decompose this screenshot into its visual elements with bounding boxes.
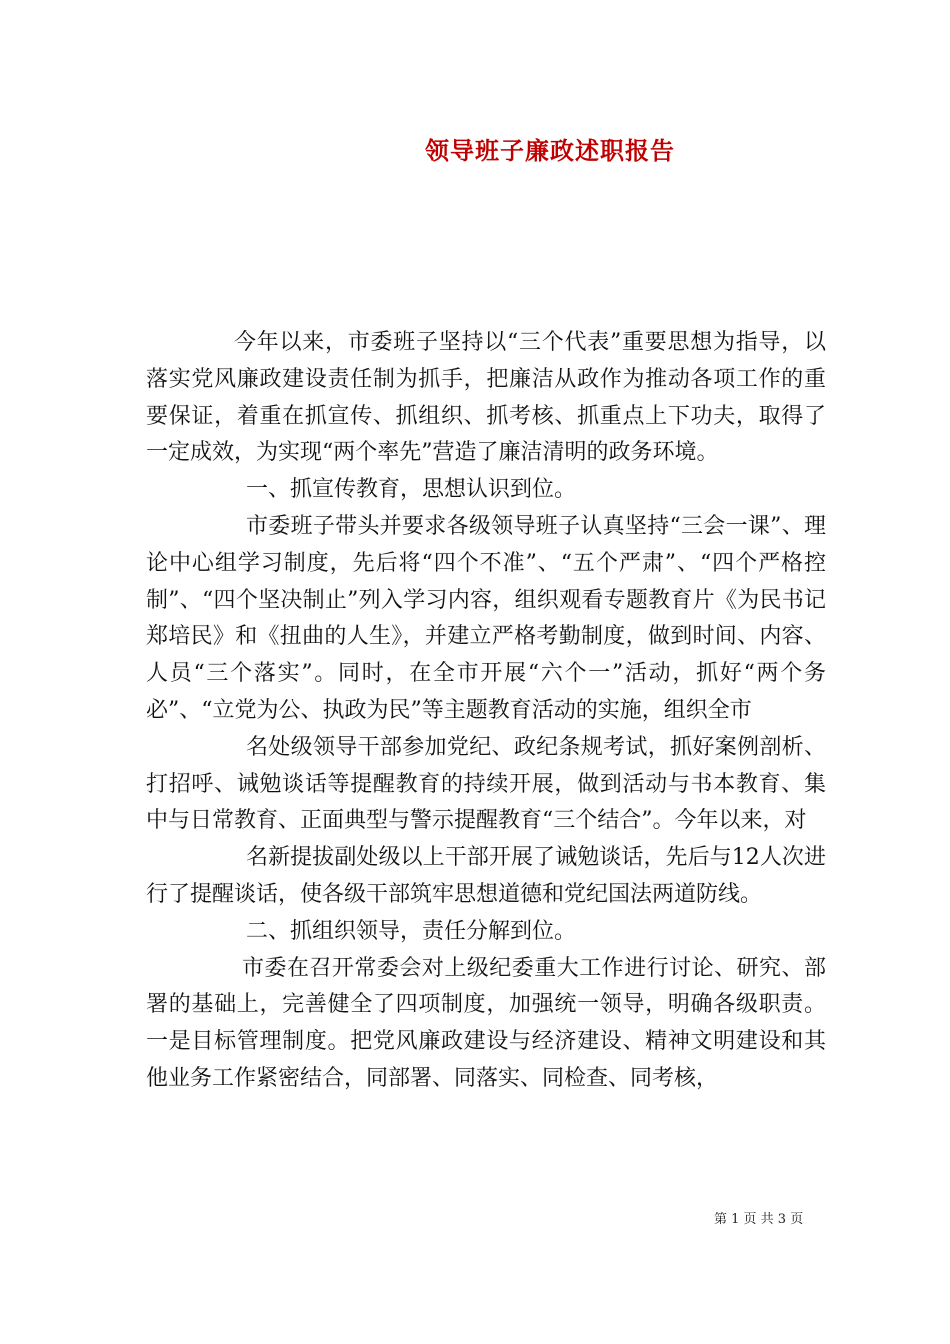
page-number-footer: 第 1 页 共 3 页 bbox=[714, 1212, 804, 1227]
document-body bbox=[146, 325, 826, 1098]
paragraph-section-2-a: 市委在召开常委会对上级纪委重大工作进行讨论、研究、部署的基础上，完善健全了四项制度，加强统一领导，明确各级职责。一是目标管理制度。把党风廉政建设与经济建设、精神文明建设和其他业务工作紧密结合，同部署、同落实、同检查、同考核， bbox=[146, 955, 826, 1091]
section-heading-1: 一、抓宣传教育，思想认识到位。 bbox=[246, 477, 577, 503]
paragraph-section-1-b: 名处级领导干部参加党纪、政纪条规考试，抓好案例剖析、打招呼、诫勉谈话等提醒教育的持续开展，做到活动与书本教育、集中与日常教育、正面典型与警示提醒教育“三个结合”。今年以来，对 bbox=[146, 734, 826, 834]
paragraph-section-1-c: 名新提拔副处级以上干部开展了诫勉谈话，先后与12人次进行了提醒谈话，使各级干部筑牢思想道德和党纪国法两道防线。 bbox=[146, 845, 826, 907]
section-heading-2: 二、抓组织领导，责任分解到位。 bbox=[246, 918, 577, 944]
paragraph-intro: 今年以来，市委班子坚持以“三个代表”重要思想为指导，以落实党风廉政建设责任制为抓手，把廉洁从政作为推动各项工作的重要保证，着重在抓宣传、抓组织、抓考核、抓重点上下功夫，取得了一定成效，为实现“两个率先”营造了廉洁清明的政务环境。 bbox=[146, 330, 826, 466]
paragraph-section-1-a: 市委班子带头并要求各级领导班子认真坚持“三会一课”、理论中心组学习制度，先后将“四个不准”、“五个严肃”、“四个严格控制”、“四个坚决制止”列入学习内容，组织观看专题教育片《为民书记郑培民》和《扭曲的人生》，并建立严格考勤制度，做到时间、内容、人员“三个落实”。同时，在全市开展“六个一”活动，抓好“两个务必”、“立党为公、执政为民”等主题教育活动的实施，组织全市 bbox=[146, 513, 826, 723]
document-title: 领导班子廉政述职报告 bbox=[425, 136, 675, 165]
